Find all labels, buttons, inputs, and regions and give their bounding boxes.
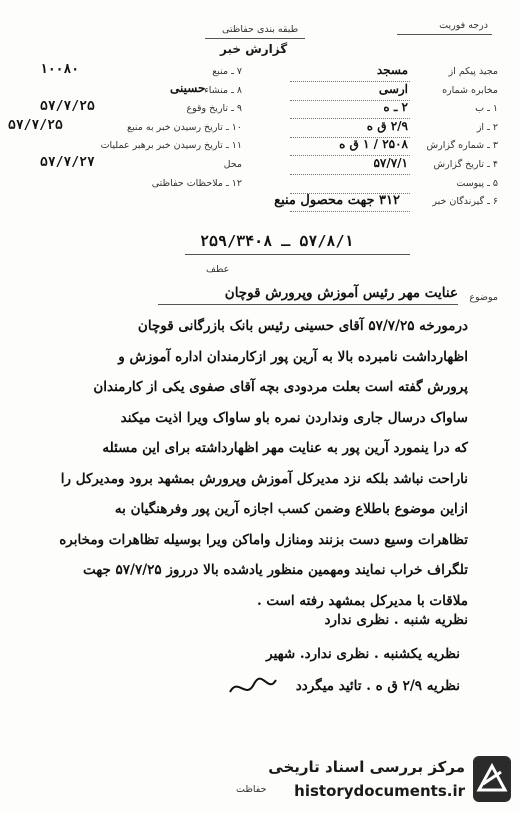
right-field-value: ۲ ـ ه: [383, 100, 408, 115]
signature-mark: [228, 672, 278, 702]
watermark-url: historydocuments.ir: [294, 782, 465, 800]
body-line: تلگراف خراب نمایند ومهمین منظور یادشده بالا درروز ۵۷/۷/۲۵ جهت: [83, 562, 468, 578]
right-field-label: ۱ ـ ب: [475, 103, 498, 115]
body-line: ساواک درسال جاری ونداردن نمره باو ساواک ویرا اذیت میکند: [120, 409, 468, 426]
right-field-label: ۲ ـ از: [476, 121, 498, 133]
left-field-label: ۷ ـ منبع: [212, 66, 242, 77]
body-line: اظهارداشت نامبرده بالا به آرین پور ازکارمندان اداره آموزش و: [118, 348, 468, 365]
watermark-emblem-icon: [473, 756, 511, 802]
left-field-value: ۱۰۰۸۰: [40, 62, 80, 77]
left-field-label: ۱۱ ـ تاریخ رسیدن خبر برهبر عملیات: [100, 140, 242, 152]
right-field-label: ۵ ـ پیوست: [456, 177, 498, 189]
classification-rule: [205, 38, 305, 39]
left-field-value: حسینی: [170, 80, 206, 95]
right-field-label: ۶ ـ گیرندگان خبر: [432, 196, 498, 208]
right-field-label: ۳ ـ شماره گزارش: [426, 140, 498, 152]
left-field-value: ۵۷/۷/۲۵: [8, 117, 63, 133]
subject-text: عنایت مهر رئیس آموزش وپرورش قوچان: [224, 285, 458, 301]
body-line: ناراحت نباشد بلکه نزد مدیرکل آموزش وپرورش بمشهد برود ومدیرکل را: [60, 470, 468, 487]
right-field-value: ۲/۹ ق ه: [366, 118, 408, 133]
left-field-value: ۵۷/۷/۲۵: [40, 99, 95, 115]
degree-rule: [397, 34, 492, 35]
reference-rule: [185, 254, 410, 255]
body-line: که درا ینمورد آرین پور به عنایت مهر اظهارداشته برای این مسئله: [102, 440, 468, 456]
comment-line: نظریه ۲/۹ ق ه . تائید میگردد: [295, 678, 460, 694]
body-line: ازاین موضوع باطلاع وضمن کسب اجازه آرین پور وفرهنگیان به: [114, 501, 468, 517]
right-field-label: ۴ ـ تاریخ گزارش: [433, 159, 498, 170]
report-title: گزارش خبر: [220, 42, 288, 56]
right-field-value: ۵۷/۷/۱: [373, 156, 408, 170]
subject-rule: [158, 304, 458, 305]
right-field-value: ۲۵۰۸ / ۱ ق ه: [339, 137, 408, 152]
right-field-rule: [290, 173, 410, 175]
left-field-label: ۱۲ ـ ملاحظات حفاظتی: [151, 177, 242, 189]
comment-line: نظریه یکشنبه . نظری ندارد. شهیر: [266, 646, 460, 662]
body-line: تظاهرات وسیع دست بزنند ومنازل واماکن ویرا بوسیله تظاهرات ومخابره: [59, 531, 468, 548]
watermark-name: مرکز بررسی اسناد تاریخی: [268, 758, 465, 776]
right-field-rule: [290, 210, 410, 212]
comment-line: نظریه شنبه . نظری ندارد: [324, 612, 468, 628]
right-field-label: مخابره شماره: [442, 84, 498, 96]
subject-label: موضوع: [469, 292, 498, 303]
right-field-value: ارسی: [378, 81, 408, 96]
body-line: درمورخه ۵۷/۷/۲۵ آقای حسینی رئیس بانک بازرگانی قوچان: [137, 318, 468, 334]
left-field-label: محل: [223, 159, 242, 170]
right-field-value: ۳۱۲ جهت محصول منبع: [274, 193, 400, 209]
left-field-label: ۱۰ ـ تاریخ رسیدن خبر به منبع: [127, 121, 242, 133]
left-field-value: ۵۷/۷/۲۷: [40, 155, 95, 170]
atf-label: عطف: [206, 264, 230, 275]
right-field-value: مسجد: [376, 63, 408, 77]
left-field-label: ۸ ـ منشاء: [204, 84, 242, 96]
degree-label: درجه فوریت: [439, 20, 488, 31]
body-line: پرورش گفته است بعلت مردودی بچه آقای صفوی یکی از کارمندان: [93, 379, 468, 395]
classification-label: طبقه بندی حفاظتی: [222, 24, 299, 35]
right-field-label: مجید پیکم از: [448, 66, 498, 77]
footer-mark: حفاظت: [236, 784, 267, 795]
reference-number: ۵۷/۸/۱ ـ ۲۵۹/۳۴۰۸: [200, 232, 354, 250]
watermark-logo: [225, 748, 515, 808]
body-line: ملاقات با مدیرکل بمشهد رفته است .: [256, 592, 468, 609]
left-field-label: ۹ ـ تاریخ وقوع: [186, 103, 242, 115]
